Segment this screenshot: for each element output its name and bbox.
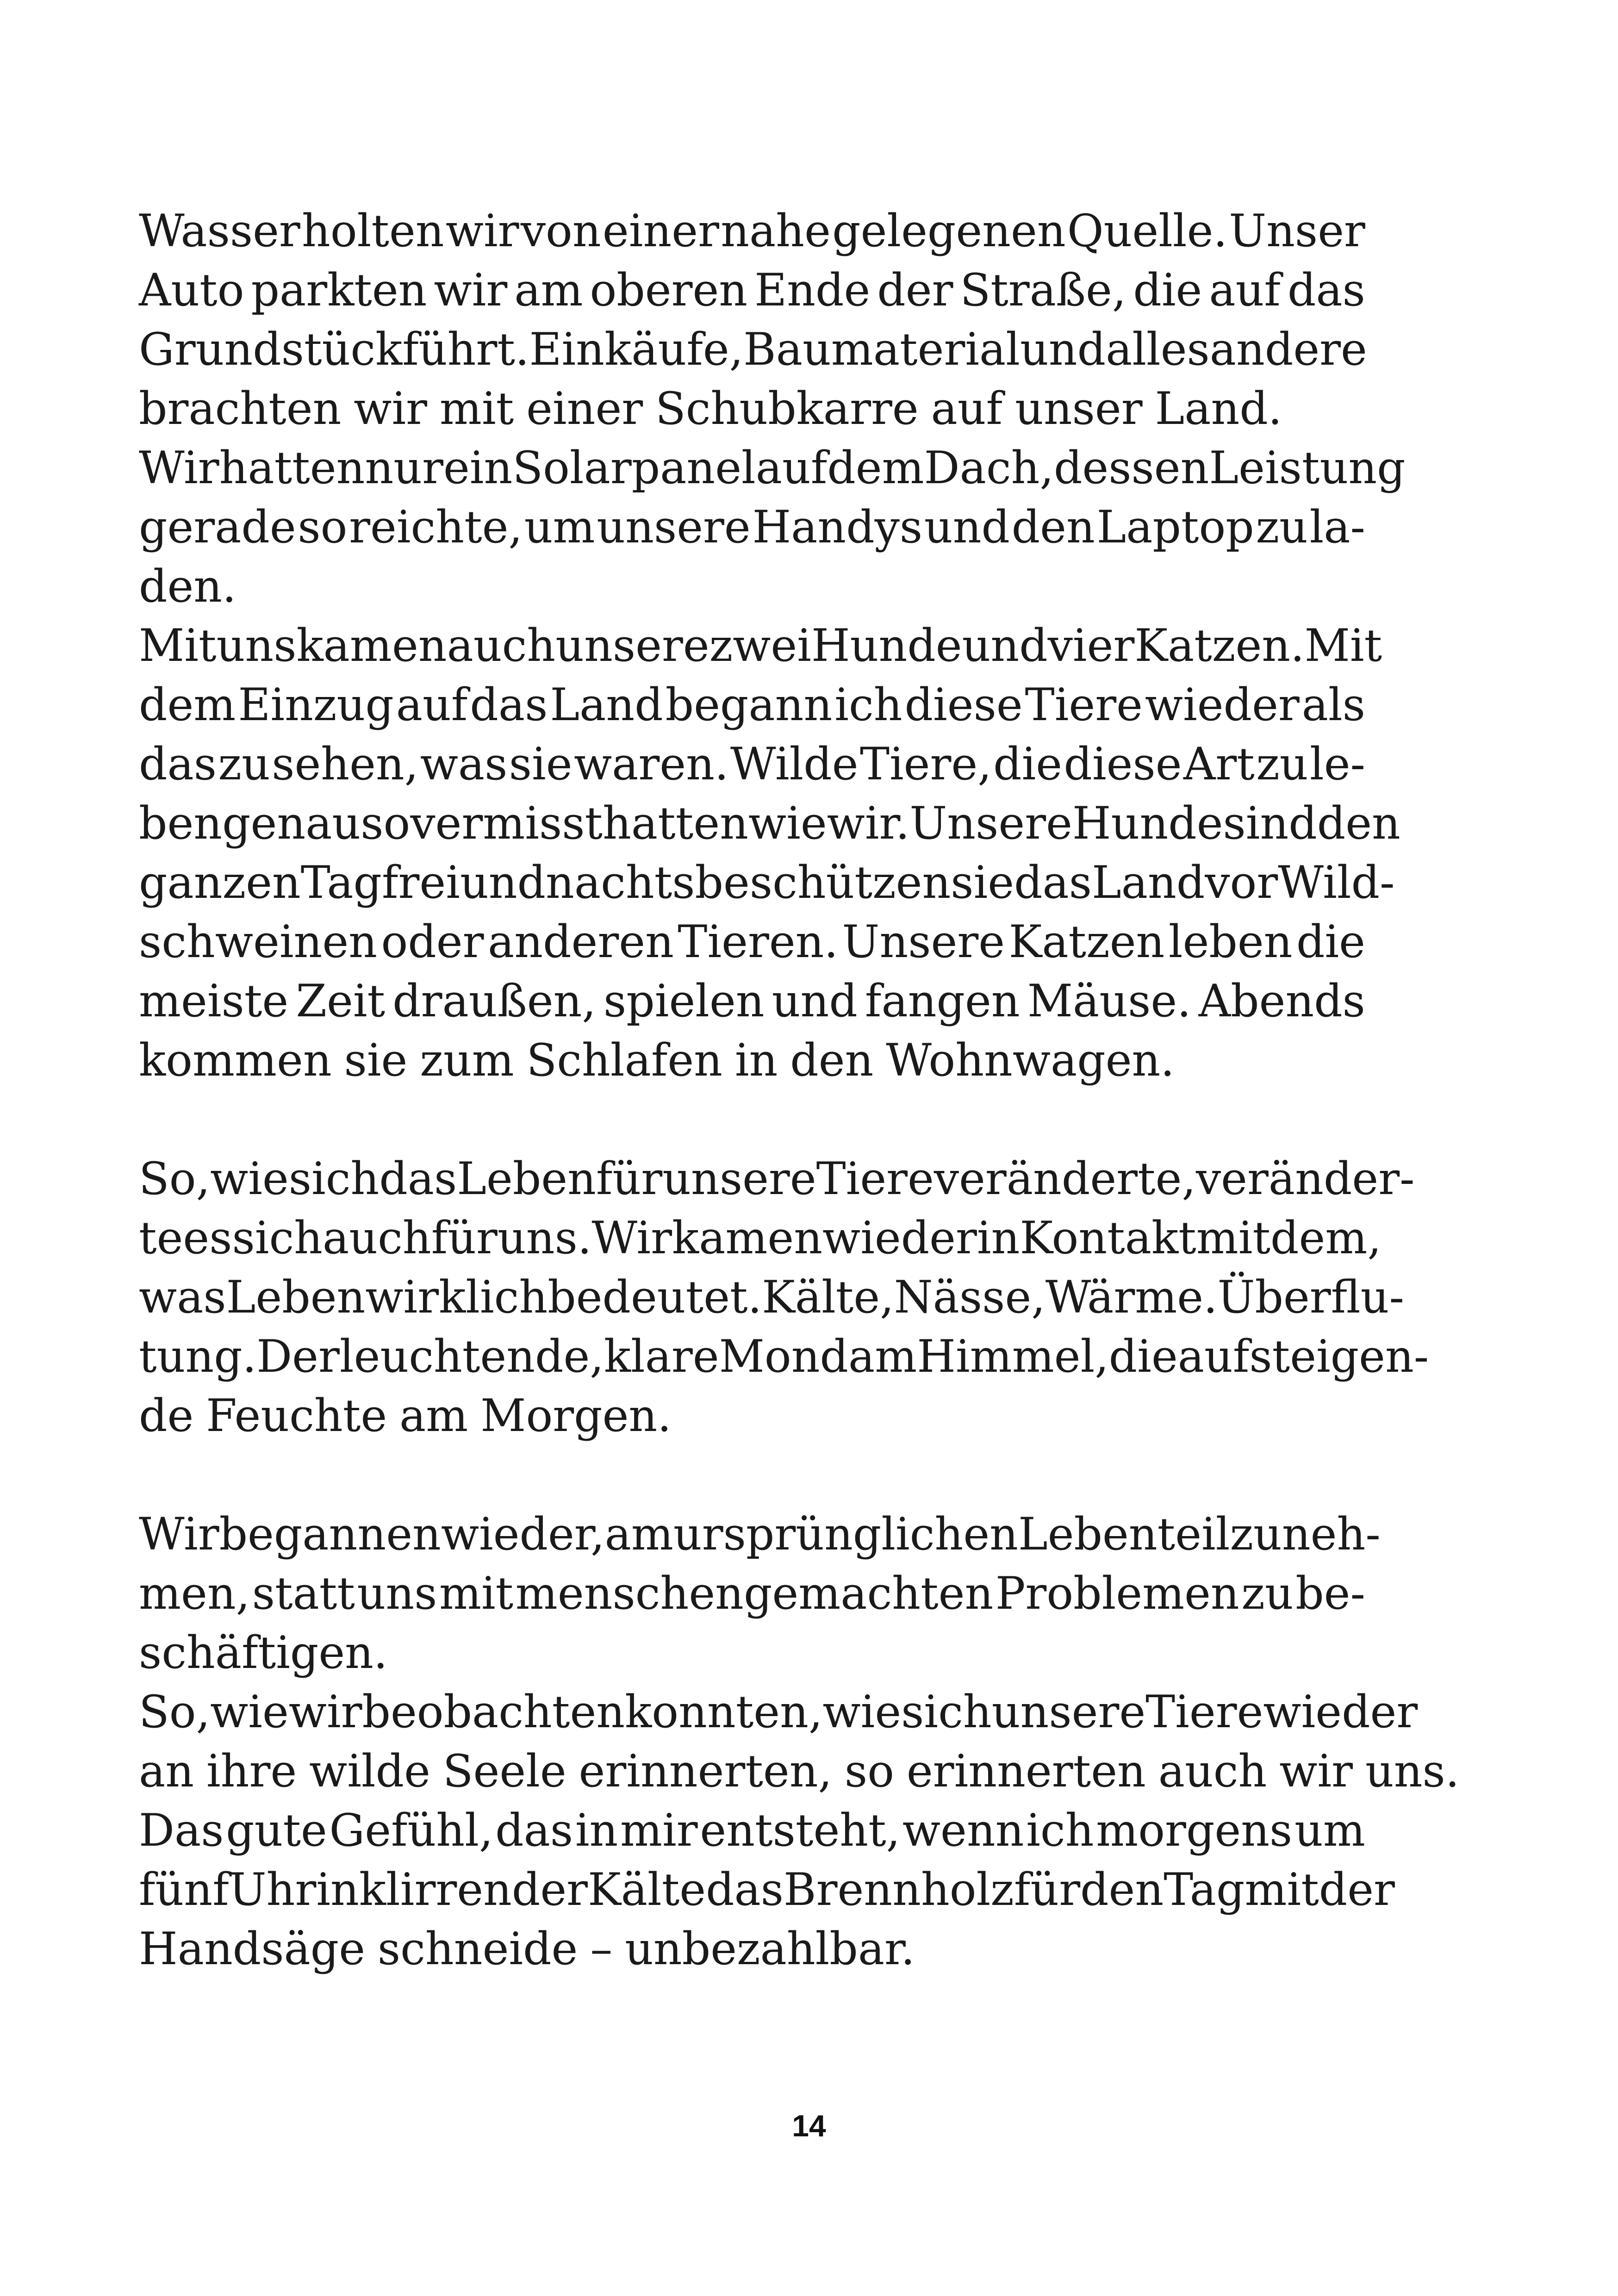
paragraph-gap [139,1445,1365,1505]
paragraph [139,1149,1429,1445]
paragraph [139,1682,1460,1801]
text-line: Grundstück führt. Einkäufe, Baumaterial und alles andere [139,324,1367,375]
text-line: an ihre wilde Seele erinnerten, so erinnerten auch wir uns. [139,1745,1460,1797]
text-line: gerade so reichte, um unsere Handys und den Laptop zu la- [139,501,1365,553]
text-line: kommen sie zum Schlafen in den Wohnwagen. [139,1034,1175,1086]
text-line: fünf Uhr in klirrender Kälte das Brennholz für den Tag mit der [139,1864,1395,1916]
text-line: de Feuchte am Morgen. [139,1390,672,1442]
text-line: ganzen Tag frei und nachts beschützen sie das Land vor Wild- [139,857,1395,908]
paragraph [139,438,1406,616]
body-text [139,201,1460,1979]
text-line: Wir hatten nur ein Solarpanel auf dem Dach, dessen Leistung [139,442,1406,494]
page-number: 14 [792,2109,826,2143]
text-line: was Leben wirklich bedeutet. Kälte, Nässe, Wärme. Überflu- [139,1271,1404,1323]
text-line: So, wie sich das Leben für unsere Tiere veränderte, veränder- [139,1153,1415,1205]
text-line: tung. Der leuchtende, klare Mond am Himmel, die aufsteigen- [139,1331,1429,1382]
text-line: te es sich auch für uns. Wir kamen wieder in Kontakt mit dem, [139,1212,1382,1264]
text-line: Wasser holten wir von einer nahe gelegenen Quelle. Unser [139,205,1365,257]
text-line: men, statt uns mit menschengemachten Problemen zu be- [139,1568,1365,1619]
text-line: dem Einzug auf das Land begann ich diese Tiere wieder als [139,679,1365,731]
text-line: den. [139,560,236,612]
paragraph [139,201,1365,438]
paragraph [139,1505,1381,1682]
text-line: meiste Zeit draußen, spielen und fangen Mäuse. Abends [139,975,1365,1027]
text-line: Mit uns kamen auch unsere zwei Hunde und vier Katzen. Mit [139,620,1382,672]
paragraph-gap [139,1090,1365,1149]
text-line: Auto parkten wir am oberen Ende der Straße, die auf das [139,264,1365,316]
text-line: Das gute Gefühl, das in mir entsteht, wenn ich morgens um [139,1804,1365,1856]
text-line: Handsäge schneide – unbezahlbar. [139,1923,915,1975]
text-line: brachten wir mit einer Schubkarre auf unser Land. [139,383,1282,435]
text-line: Wir begannen wieder, am ursprünglichen Leben teilzuneh- [139,1508,1381,1560]
paragraph [139,616,1400,1090]
text-line: ben genauso vermisst hatten wie wir. Unsere Hunde sind den [139,797,1400,849]
paragraph [139,1801,1395,1979]
text-line: So, wie wir beobachten konnten, wie sich unsere Tiere wieder [139,1686,1418,1738]
text-line: schäftigen. [139,1627,388,1679]
text-line: das zu sehen, was sie waren. Wilde Tiere, die diese Art zu le- [139,738,1365,790]
text-line: schweinen oder anderen Tieren. Unsere Katzen leben die [139,916,1365,968]
